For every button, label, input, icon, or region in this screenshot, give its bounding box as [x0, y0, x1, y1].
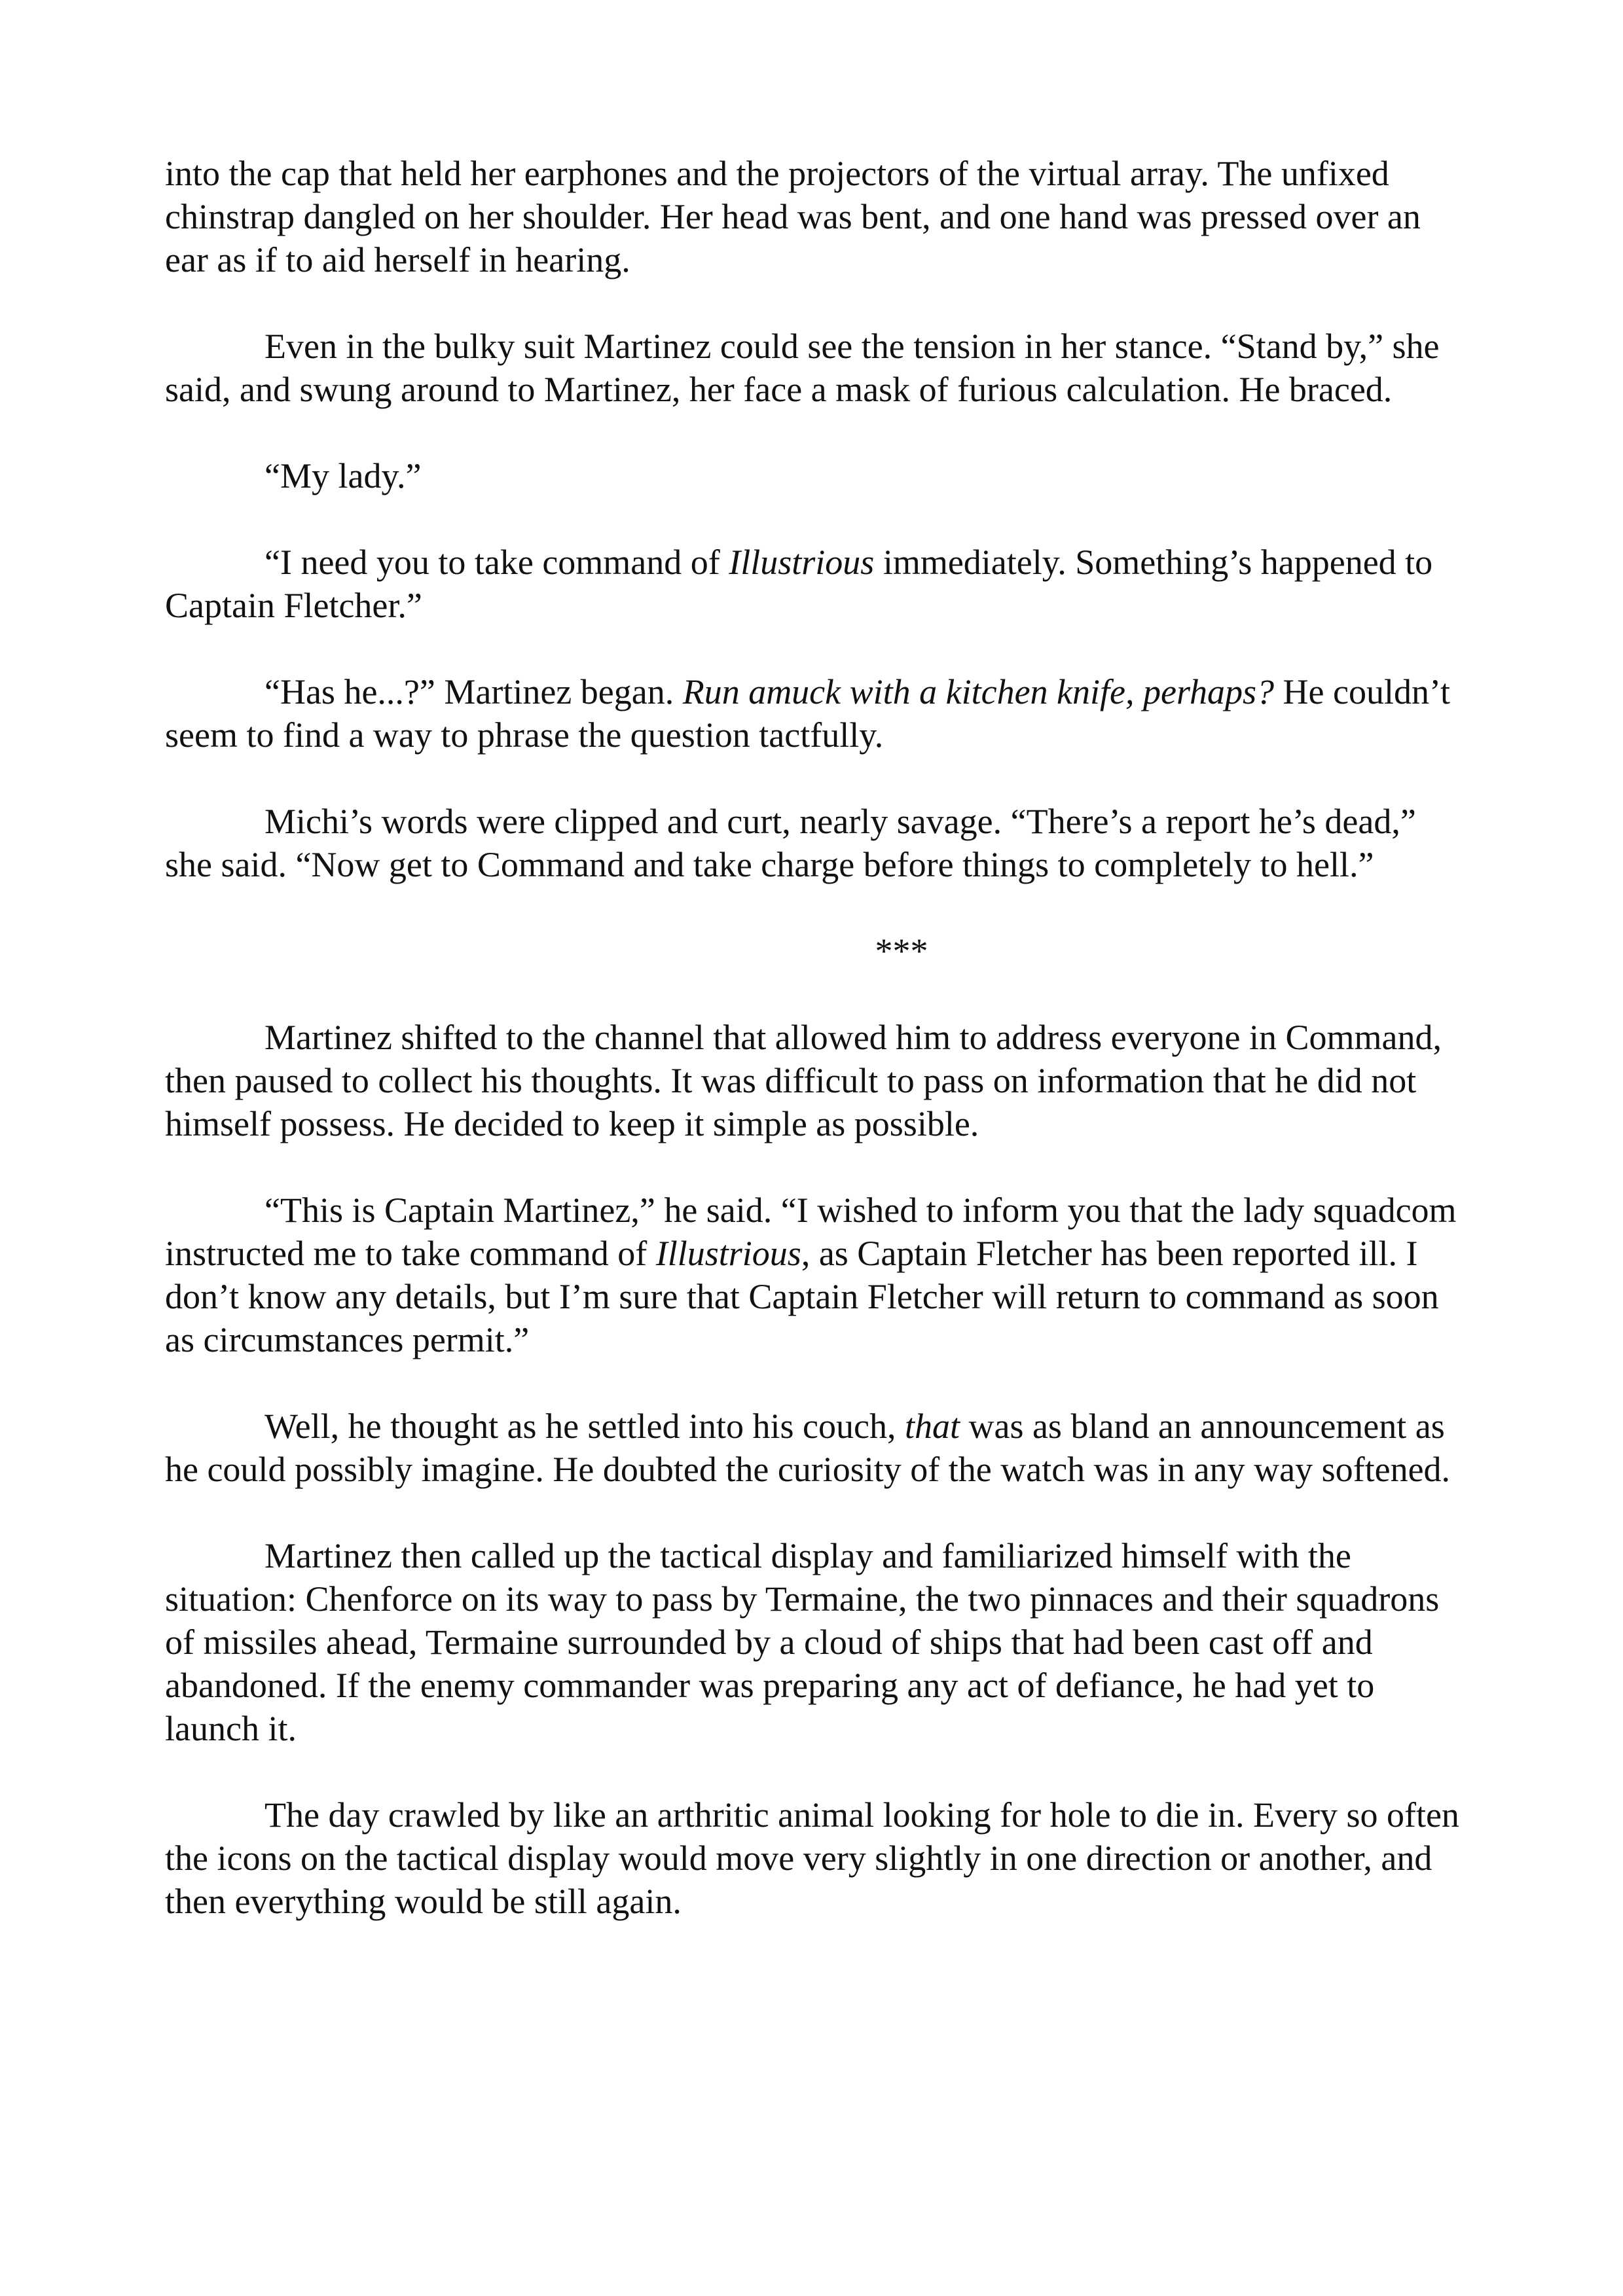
text-run: Well, he thought as he settled into his couch,	[264, 1407, 905, 1446]
paragraph	[165, 152, 1468, 281]
paragraph	[165, 670, 1468, 757]
text-run: immediately. Something’s happened to Captain Fletcher.”	[165, 543, 1433, 625]
paragraph	[165, 1534, 1468, 1750]
body-text	[165, 152, 1468, 1923]
paragraph	[165, 1405, 1468, 1491]
text-run: “I need you to take command of	[264, 543, 729, 582]
text-run: Michi’s words were clipped and curt, nearly savage. “There’s a report he’s dead,” she said. “Now get to Command and take charge before things to completely to hell.”	[165, 802, 1416, 884]
text-run: Even in the bulky suit Martinez could see the tension in her stance. “Stand by,” she said, and swung around to Martinez, her face a mask of furious calculation. He braced.	[165, 327, 1440, 409]
italic-text: that	[904, 1407, 960, 1446]
text-run: “My lady.”	[264, 456, 422, 495]
paragraph	[165, 325, 1468, 411]
paragraph	[165, 541, 1468, 627]
paragraph	[165, 1016, 1468, 1145]
text-run: He couldn’t seem to find a way to phrase the question tactfully.	[165, 672, 1450, 755]
paragraph	[165, 1793, 1468, 1923]
paragraph	[165, 1189, 1468, 1361]
text-run: Martinez shifted to the channel that allowed him to address everyone in Command, then paused to collect his thoughts. It was difficult to pass on information that he did not himself possess. He decided to keep it simple as possible.	[165, 1018, 1442, 1143]
scene-break	[165, 929, 1468, 973]
paragraph	[165, 800, 1468, 886]
italic-text: Illustrious	[729, 543, 875, 582]
text-run: “This is Captain Martinez,” he said. “I wished to inform you that the lady squadcom instructed me to take command of	[165, 1191, 1457, 1273]
italic-text: Illustrious	[655, 1234, 801, 1273]
text-run: into the cap that held her earphones and the projectors of the virtual array. The unfixed chinstrap dangled on her shoulder. Her head was bent, and one hand was pressed over an ear as if to aid herself in hearing.	[165, 154, 1421, 279]
text-run: was as bland an announcement as he could possibly imagine. He doubted the curiosity of the watch was in any way softened.	[165, 1407, 1451, 1489]
text-run: The day crawled by like an arthritic animal looking for hole to die in. Every so often the icons on the tactical display would move very slightly in one direction or another, and then everything would be still again.	[165, 1795, 1459, 1921]
text-run: Martinez then called up the tactical display and familiarized himself with the situation: Chenforce on its way to pass by Termaine, the two pinnaces and their squadrons of missiles ahead, Termaine surrounded by a cloud of ships that had been cast off and abandoned. If the enemy commander was preparing any act of defiance, he had yet to launch it.	[165, 1536, 1440, 1748]
text-run: ***	[875, 931, 928, 971]
text-run: , as Captain Fletcher has been reported ill. I don’t know any details, but I’m sure that Captain Fletcher will return to command as soon as circumstances permit.”	[165, 1234, 1439, 1359]
italic-text: Run amuck with a kitchen knife, perhaps?	[682, 672, 1275, 711]
paragraph	[165, 454, 1468, 497]
text-run: “Has he...?” Martinez began.	[264, 672, 683, 711]
